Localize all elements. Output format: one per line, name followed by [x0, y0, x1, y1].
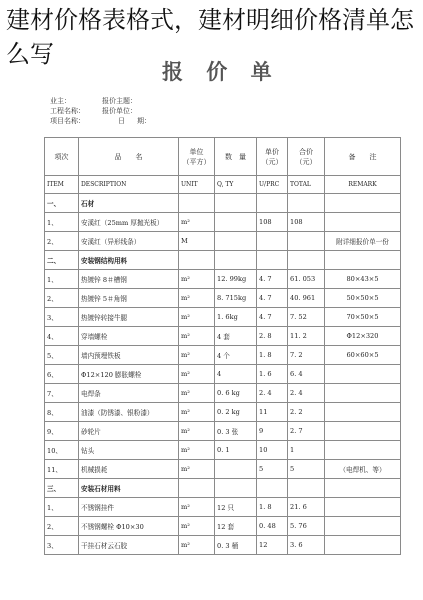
- cell-total: 6. 4: [288, 365, 325, 384]
- cell-unit: m²: [179, 441, 215, 460]
- table-row: [45, 384, 401, 403]
- cell-price: 10: [257, 441, 288, 460]
- cell-total: 11. 2: [288, 327, 325, 346]
- col-header-en: DESCRIPTION: [79, 176, 179, 194]
- empty-cell: [257, 251, 288, 270]
- cell-qty: 0. 3 张: [215, 422, 257, 441]
- project-name-label: 工程名称：: [50, 107, 85, 115]
- cell-item: 7、: [45, 384, 79, 403]
- cell-price: 1. 8: [257, 498, 288, 517]
- table-row: [45, 270, 401, 289]
- cell-total: 2. 7: [288, 422, 325, 441]
- cell-remark: Φ12×320: [325, 327, 401, 346]
- cell-qty: 8. 715kg: [215, 289, 257, 308]
- cell-price: 4. 7: [257, 270, 288, 289]
- cell-remark: [325, 422, 401, 441]
- cell-qty: 4: [215, 365, 257, 384]
- empty-cell: [215, 479, 257, 498]
- cell-total: 1: [288, 441, 325, 460]
- cell-qty: 12 只: [215, 498, 257, 517]
- table-row: [45, 289, 401, 308]
- cell-item: 1、: [45, 498, 79, 517]
- table-row: [45, 365, 401, 384]
- cell-total: 61. 053: [288, 270, 325, 289]
- form-meta: [50, 96, 151, 126]
- cell-item: 1、: [45, 270, 79, 289]
- col-header-en: TOTAL: [288, 176, 325, 194]
- empty-cell: [288, 194, 325, 213]
- cell-qty: [215, 213, 257, 232]
- cell-qty: 0. 3 桶: [215, 536, 257, 555]
- col-header-en: UNIT: [179, 176, 215, 194]
- cell-unit: m²: [179, 346, 215, 365]
- cell-remark: [325, 536, 401, 555]
- cell-unit: m²: [179, 403, 215, 422]
- cell-remark: 附详细报价单一份: [325, 232, 401, 251]
- cell-unit: m²: [179, 498, 215, 517]
- cell-desc: 不锈钢挂件: [79, 498, 179, 517]
- empty-cell: [288, 479, 325, 498]
- cell-item: 5、: [45, 346, 79, 365]
- empty-cell: [325, 194, 401, 213]
- cell-unit: M: [179, 232, 215, 251]
- cell-item: 11、: [45, 460, 79, 479]
- header-row-cn: [45, 138, 401, 176]
- table-row: [45, 308, 401, 327]
- col-header: 备 注: [325, 138, 401, 176]
- table-row: [45, 460, 401, 479]
- cell-item: 3、: [45, 308, 79, 327]
- cell-item: 2、: [45, 289, 79, 308]
- section-title: 安装钢结构用料: [79, 251, 179, 270]
- empty-cell: [325, 479, 401, 498]
- cell-unit: m²: [179, 517, 215, 536]
- cell-price: 12: [257, 536, 288, 555]
- form-title: 报 价 单: [162, 60, 280, 84]
- date-suffix: 期：: [137, 117, 151, 125]
- cell-total: 3. 6: [288, 536, 325, 555]
- cell-remark: （电焊机、等）: [325, 460, 401, 479]
- section-row: [45, 479, 401, 498]
- col-header: 项次: [45, 138, 79, 176]
- article-heading: 建材价格表格式，建材明细价格清单怎么写: [6, 6, 414, 68]
- cell-total: 7. 52: [288, 308, 325, 327]
- section-title: 石材: [79, 194, 179, 213]
- cell-remark: 70×50×5: [325, 308, 401, 327]
- quote-subject-label: 报价主题：: [102, 97, 137, 105]
- cell-desc: 电焊条: [79, 384, 179, 403]
- section-number: 二、: [45, 251, 79, 270]
- meta-line-1: [50, 96, 151, 106]
- table-row: [45, 422, 401, 441]
- cell-desc: 干挂石材云石胶: [79, 536, 179, 555]
- meta-line-2: [50, 106, 151, 116]
- cell-total: 5. 76: [288, 517, 325, 536]
- empty-cell: [325, 251, 401, 270]
- cell-price: 1. 8: [257, 346, 288, 365]
- cell-remark: 80×43×5: [325, 270, 401, 289]
- cell-qty: 12 套: [215, 517, 257, 536]
- header-row-en: [45, 176, 401, 194]
- cell-qty: 0. 6 kg: [215, 384, 257, 403]
- cell-qty: [215, 232, 257, 251]
- cell-price: 4. 7: [257, 308, 288, 327]
- cell-qty: 0. 2 kg: [215, 403, 257, 422]
- cell-qty: 4 个: [215, 346, 257, 365]
- section-title: 安装石材用料: [79, 479, 179, 498]
- empty-cell: [179, 194, 215, 213]
- cell-price: 1. 6: [257, 365, 288, 384]
- empty-cell: [288, 251, 325, 270]
- cell-item: 9、: [45, 422, 79, 441]
- cell-unit: m²: [179, 460, 215, 479]
- section-row: [45, 194, 401, 213]
- cell-desc: 钻头: [79, 441, 179, 460]
- cell-item: 2、: [45, 232, 79, 251]
- cell-desc: 安溪红（25mm 厚抛光板）: [79, 213, 179, 232]
- cell-desc: 机械损耗: [79, 460, 179, 479]
- col-header: 数 量: [215, 138, 257, 176]
- owner-label: 业主：: [50, 97, 71, 105]
- cell-item: 1、: [45, 213, 79, 232]
- col-header-en: U/PRC: [257, 176, 288, 194]
- cell-unit: m²: [179, 536, 215, 555]
- cell-total: 7. 2: [288, 346, 325, 365]
- cell-total: [288, 232, 325, 251]
- col-header: 单价 （元）: [257, 138, 288, 176]
- cell-item: 2、: [45, 517, 79, 536]
- table-row: [45, 536, 401, 555]
- cell-remark: [325, 213, 401, 232]
- cell-total: 5: [288, 460, 325, 479]
- table-row: [45, 327, 401, 346]
- cell-remark: [325, 403, 401, 422]
- cell-desc: Φ12×120 膨胀螺栓: [79, 365, 179, 384]
- table-row: [45, 498, 401, 517]
- col-header-en: ITEM: [45, 176, 79, 194]
- cell-unit: m²: [179, 213, 215, 232]
- empty-cell: [179, 251, 215, 270]
- empty-cell: [257, 479, 288, 498]
- item-name-label: 项目名称：: [50, 117, 85, 125]
- cell-total: 40. 961: [288, 289, 325, 308]
- cell-unit: m²: [179, 270, 215, 289]
- cell-remark: 60×60×5: [325, 346, 401, 365]
- cell-desc: 热镀锌转接牛腿: [79, 308, 179, 327]
- empty-cell: [257, 194, 288, 213]
- empty-cell: [215, 194, 257, 213]
- col-header-en: REMARK: [325, 176, 401, 194]
- table-row: [45, 232, 401, 251]
- cell-price: [257, 232, 288, 251]
- cell-unit: m²: [179, 422, 215, 441]
- col-header: 合价 （元）: [288, 138, 325, 176]
- cell-item: 8、: [45, 403, 79, 422]
- cell-qty: [215, 460, 257, 479]
- cell-price: 2. 4: [257, 384, 288, 403]
- quote-table: [44, 137, 401, 555]
- cell-qty: 12. 99kg: [215, 270, 257, 289]
- cell-remark: [325, 384, 401, 403]
- cell-desc: 穿墙螺栓: [79, 327, 179, 346]
- cell-desc: 油漆（防锈漆、银粉漆）: [79, 403, 179, 422]
- cell-unit: m²: [179, 365, 215, 384]
- cell-item: 3、: [45, 536, 79, 555]
- table-row: [45, 517, 401, 536]
- cell-price: 5: [257, 460, 288, 479]
- cell-price: 11: [257, 403, 288, 422]
- cell-unit: m²: [179, 327, 215, 346]
- cell-desc: 热镀锌 5＃角钢: [79, 289, 179, 308]
- cell-total: 108: [288, 213, 325, 232]
- quote-unit-label: 报价单位：: [102, 107, 137, 115]
- table-row: [45, 441, 401, 460]
- cell-remark: [325, 441, 401, 460]
- col-header-en: Q, TY: [215, 176, 257, 194]
- cell-qty: 4 套: [215, 327, 257, 346]
- section-number: 一、: [45, 194, 79, 213]
- cell-remark: [325, 517, 401, 536]
- cell-unit: m²: [179, 308, 215, 327]
- cell-qty: 0. 1: [215, 441, 257, 460]
- cell-price: 108: [257, 213, 288, 232]
- cell-remark: 50×50×5: [325, 289, 401, 308]
- cell-price: 4. 7: [257, 289, 288, 308]
- cell-desc: 墙内预埋铁板: [79, 346, 179, 365]
- cell-total: 21. 6: [288, 498, 325, 517]
- cell-desc: 不锈钢螺栓 Φ10×30: [79, 517, 179, 536]
- cell-desc: 热镀锌 8＃槽钢: [79, 270, 179, 289]
- date-label: 日: [118, 117, 125, 125]
- table-row: [45, 213, 401, 232]
- table-row: [45, 403, 401, 422]
- col-header: 单位 （平方）: [179, 138, 215, 176]
- cell-item: 10、: [45, 441, 79, 460]
- section-row: [45, 251, 401, 270]
- cell-total: 2. 4: [288, 384, 325, 403]
- cell-remark: [325, 498, 401, 517]
- cell-unit: m²: [179, 384, 215, 403]
- table-row: [45, 346, 401, 365]
- cell-price: 0. 48: [257, 517, 288, 536]
- cell-item: 6、: [45, 365, 79, 384]
- cell-unit: m²: [179, 289, 215, 308]
- cell-price: 2. 8: [257, 327, 288, 346]
- cell-remark: [325, 365, 401, 384]
- empty-cell: [215, 251, 257, 270]
- cell-desc: 安溪红（异形线条）: [79, 232, 179, 251]
- cell-desc: 砂轮片: [79, 422, 179, 441]
- col-header: 品 名: [79, 138, 179, 176]
- cell-total: 2. 2: [288, 403, 325, 422]
- cell-price: 9: [257, 422, 288, 441]
- cell-qty: 1. 6kg: [215, 308, 257, 327]
- cell-item: 4、: [45, 327, 79, 346]
- section-number: 三、: [45, 479, 79, 498]
- empty-cell: [179, 479, 215, 498]
- quote-table-body: [45, 194, 401, 555]
- meta-line-3: [50, 116, 151, 126]
